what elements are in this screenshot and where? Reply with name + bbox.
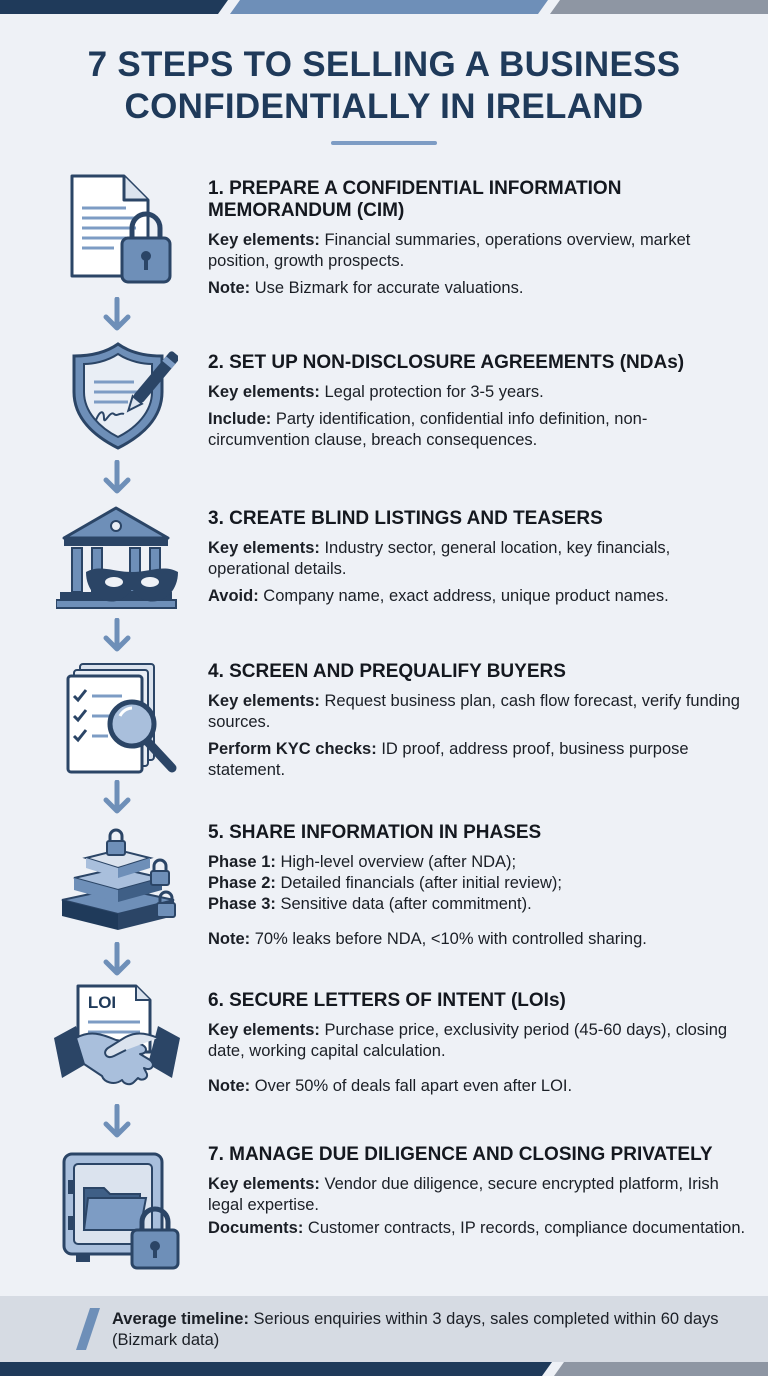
step-2-key-elements: Key elements: Legal protection for 3-5 years. — [208, 383, 544, 401]
step-4-kyc-checks: Perform KYC checks: ID proof, address proof, business purpose statement. — [208, 740, 689, 779]
step-4-key-elements: Key elements: Request business plan, cash flow forecast, verify funding sources. — [208, 692, 740, 731]
bottom-decorative-bar — [0, 1362, 768, 1376]
step-2-include: Include: Party identification, confidential info definition, non-circumvention clause, breach consequences. — [208, 410, 648, 449]
step-5-phase-3: Phase 3: Sensitive data (after commitment). — [208, 895, 532, 913]
svg-text:LOI: LOI — [87, 993, 117, 1012]
step-6 — [208, 990, 748, 1097]
layers-lock-icon — [56, 822, 180, 932]
step-6-title: 6. SECURE LETTERS OF INTENT (LOIs) — [208, 990, 566, 1011]
step-2 — [208, 352, 748, 451]
title-line-2: CONFIDENTIALLY IN IRELAND — [124, 87, 644, 126]
step-3-avoid: Avoid: Company name, exact address, unique product names. — [208, 587, 669, 605]
loi-handshake-icon — [54, 982, 180, 1100]
title-underline — [331, 141, 437, 145]
down-arrow-icon — [103, 942, 131, 978]
step-3-key-elements: Key elements: Industry sector, general location, key financials, operational details. — [208, 539, 671, 578]
step-7-key-elements: Key elements: Vendor due diligence, secure encrypted platform, Irish legal expertise. — [208, 1175, 719, 1214]
step-1-title: 1. PREPARE A CONFIDENTIAL INFORMATION MEMORANDUM (CIM) — [208, 178, 622, 221]
down-arrow-icon — [103, 1104, 131, 1140]
step-5-note: Note: 70% leaks before NDA, <10% with controlled sharing. — [208, 930, 647, 948]
down-arrow-icon — [103, 297, 131, 333]
step-5-title: 5. SHARE INFORMATION IN PHASES — [208, 822, 542, 843]
step-3 — [208, 508, 748, 607]
footer-timeline: Average timeline: Serious enquiries within 3 days, sales completed within 60 days (Bizmark data) — [112, 1310, 719, 1349]
title-line-1: 7 STEPS TO SELLING A BUSINESS — [87, 45, 681, 84]
down-arrow-icon — [103, 780, 131, 816]
step-7-documents: Documents: Customer contracts, IP records, compliance documentation. — [208, 1219, 746, 1237]
step-1-key-elements: Key elements: Financial summaries, operations overview, market position, growth prospects. — [208, 231, 691, 270]
step-4 — [208, 661, 748, 781]
step-1-note: Note: Use Bizmark for accurate valuations. — [208, 279, 524, 297]
step-5-phase-1: Phase 1: High-level overview (after NDA); — [208, 853, 517, 871]
step-5-phase-2: Phase 2: Detailed financials (after initial review); — [208, 874, 562, 892]
safe-folder-lock-icon — [60, 1150, 180, 1272]
down-arrow-icon — [103, 460, 131, 496]
step-4-title: 4. SCREEN AND PREQUALIFY BUYERS — [208, 661, 566, 682]
page-title — [0, 44, 768, 128]
step-7-title: 7. MANAGE DUE DILIGENCE AND CLOSING PRIVATELY — [208, 1144, 713, 1165]
document-lock-icon — [66, 172, 174, 290]
bank-mask-icon — [56, 502, 180, 612]
step-1 — [208, 178, 748, 299]
step-2-title: 2. SET UP NON-DISCLOSURE AGREEMENTS (NDAs) — [208, 352, 685, 373]
step-5 — [208, 822, 748, 950]
down-arrow-icon — [103, 618, 131, 654]
top-decorative-bar — [0, 0, 768, 14]
step-3-title: 3. CREATE BLIND LISTINGS AND TEASERS — [208, 508, 603, 529]
step-7 — [208, 1144, 748, 1239]
checklist-magnifier-icon — [64, 660, 180, 776]
step-6-key-elements: Key elements: Purchase price, exclusivity period (45-60 days), closing date, working capital calculation. — [208, 1021, 728, 1060]
step-6-note: Note: Over 50% of deals fall apart even after LOI. — [208, 1077, 573, 1095]
slash-accent-icon — [76, 1308, 100, 1350]
shield-pen-icon — [68, 340, 178, 452]
